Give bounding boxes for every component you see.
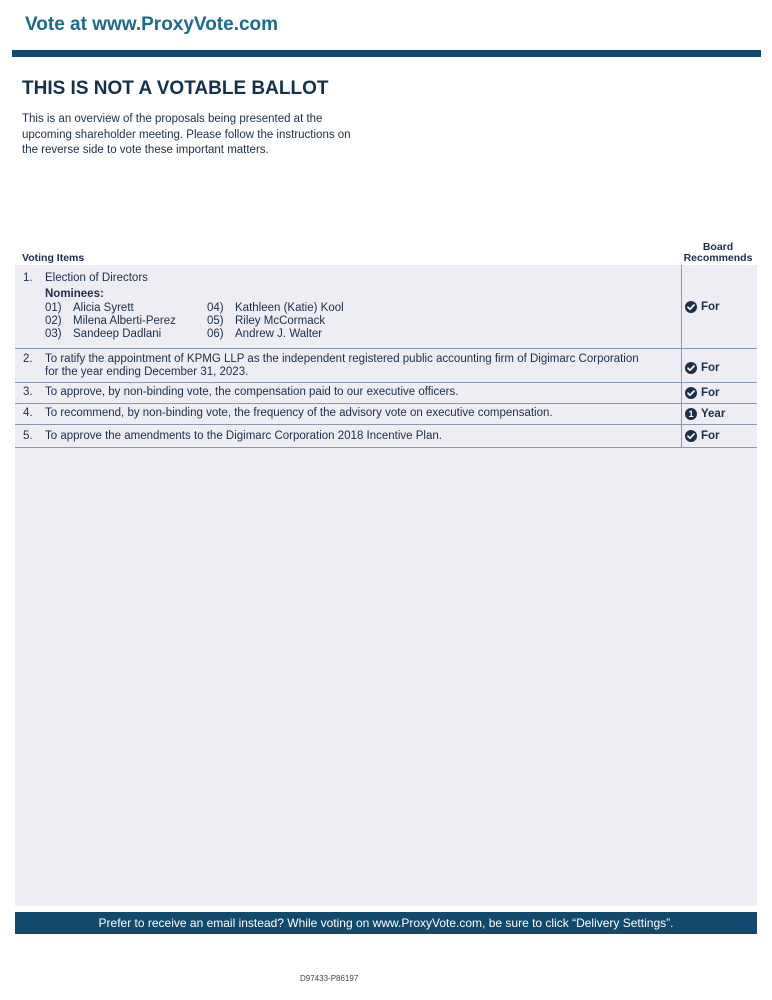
- board-recommends-line: Recommends: [683, 252, 753, 264]
- recommendation-value: Year: [701, 408, 726, 420]
- voting-items-header: Voting Items: [22, 252, 85, 264]
- item-description: To recommend, by non-binding vote, the frequency of the advisory vote on executive compensation.: [45, 407, 553, 419]
- voting-item-content: [15, 383, 681, 403]
- nominee-name: Sandeep Dadlani: [73, 328, 162, 340]
- check-circle-icon: [685, 430, 697, 442]
- voting-item-row: [15, 349, 757, 383]
- nominee-item: [207, 315, 367, 328]
- voting-item-row: [15, 383, 757, 404]
- voting-item-content: [15, 349, 681, 382]
- nominee-name: Andrew J. Walter: [235, 328, 323, 340]
- recommendation-value: For: [701, 387, 720, 399]
- nominee-item: [45, 302, 207, 315]
- item-description: [45, 353, 681, 382]
- nominees-heading: Nominees:: [45, 288, 104, 300]
- board-recommendation: [681, 404, 757, 424]
- nominee-item: [207, 302, 367, 315]
- item-description: To approve the amendments to the Digimarc Corporation 2018 Incentive Plan.: [45, 430, 442, 442]
- item-description: To approve, by non-binding vote, the compensation paid to our executive officers.: [45, 386, 459, 398]
- nominee-item: [45, 328, 207, 341]
- item-number: 5.: [23, 430, 33, 442]
- recommendation-value: For: [701, 300, 720, 313]
- item-text-line: To ratify the appointment of KPMG LLP as the independent registered public accounting firm of Digimarc Corporation: [45, 353, 639, 365]
- document-code: D97433-P86197: [300, 974, 359, 983]
- nominee-number: 06): [207, 328, 224, 340]
- nominee-number: 05): [207, 315, 224, 327]
- nominee-item: [45, 315, 207, 328]
- recommendation-value: For: [701, 361, 720, 374]
- board-recommendation: [681, 265, 757, 348]
- intro-line: upcoming shareholder meeting. Please follow the instructions on: [22, 128, 351, 141]
- check-circle-icon: [685, 387, 697, 399]
- nominee-name: Kathleen (Katie) Kool: [235, 302, 344, 314]
- nominee-number: 02): [45, 315, 62, 327]
- voting-item-content: [15, 404, 681, 424]
- nominees-list: [45, 302, 681, 341]
- nominee-name: Milena Alberti-Perez: [73, 315, 176, 327]
- intro-line: the reverse side to vote these important matters.: [22, 144, 269, 156]
- recommendation-value: For: [701, 430, 720, 442]
- voting-items-table: [15, 265, 757, 448]
- nominee-name: Alicia Syrett: [73, 302, 134, 314]
- check-circle-icon: [685, 362, 697, 374]
- voting-item-content: [15, 265, 681, 348]
- intro-line: This is an overview of the proposals being presented at the: [22, 113, 323, 125]
- voting-item-row: [15, 404, 757, 425]
- board-recommendation: [681, 349, 757, 382]
- nominee-number: 03): [45, 328, 62, 340]
- item-number: 2.: [23, 353, 33, 365]
- page-header-title: Vote at www.ProxyVote.com: [25, 14, 279, 35]
- nominee-number: 01): [45, 302, 62, 314]
- item-number: 3.: [23, 386, 33, 398]
- voting-item-row: [15, 265, 757, 349]
- item-text-line: for the year ending December 31, 2023.: [45, 366, 249, 378]
- nominee-number: 04): [207, 302, 224, 314]
- board-recommendation: [681, 425, 757, 447]
- check-circle-icon: [685, 301, 697, 313]
- email-delivery-banner: Prefer to receive an email instead? While voting on www.ProxyVote.com, be sure to click “Delivery Settings”.: [15, 912, 757, 934]
- number-one-circle-icon: 1: [685, 408, 697, 420]
- header-divider: [12, 50, 761, 57]
- not-votable-heading: THIS IS NOT A VOTABLE BALLOT: [22, 78, 329, 99]
- item-description: [45, 272, 681, 348]
- nominee-item: [207, 328, 367, 341]
- item-number: 1.: [23, 272, 33, 284]
- nominee-name: Riley McCormack: [235, 315, 326, 327]
- item-number: 4.: [23, 407, 33, 419]
- item-title: Election of Directors: [45, 272, 148, 284]
- voting-item-content: [15, 425, 681, 447]
- voting-item-row: [15, 425, 757, 448]
- board-recommendation: [681, 383, 757, 403]
- board-recommends-header: [678, 242, 758, 264]
- board-recommends-line: Board: [702, 241, 734, 253]
- intro-paragraph: [22, 112, 382, 159]
